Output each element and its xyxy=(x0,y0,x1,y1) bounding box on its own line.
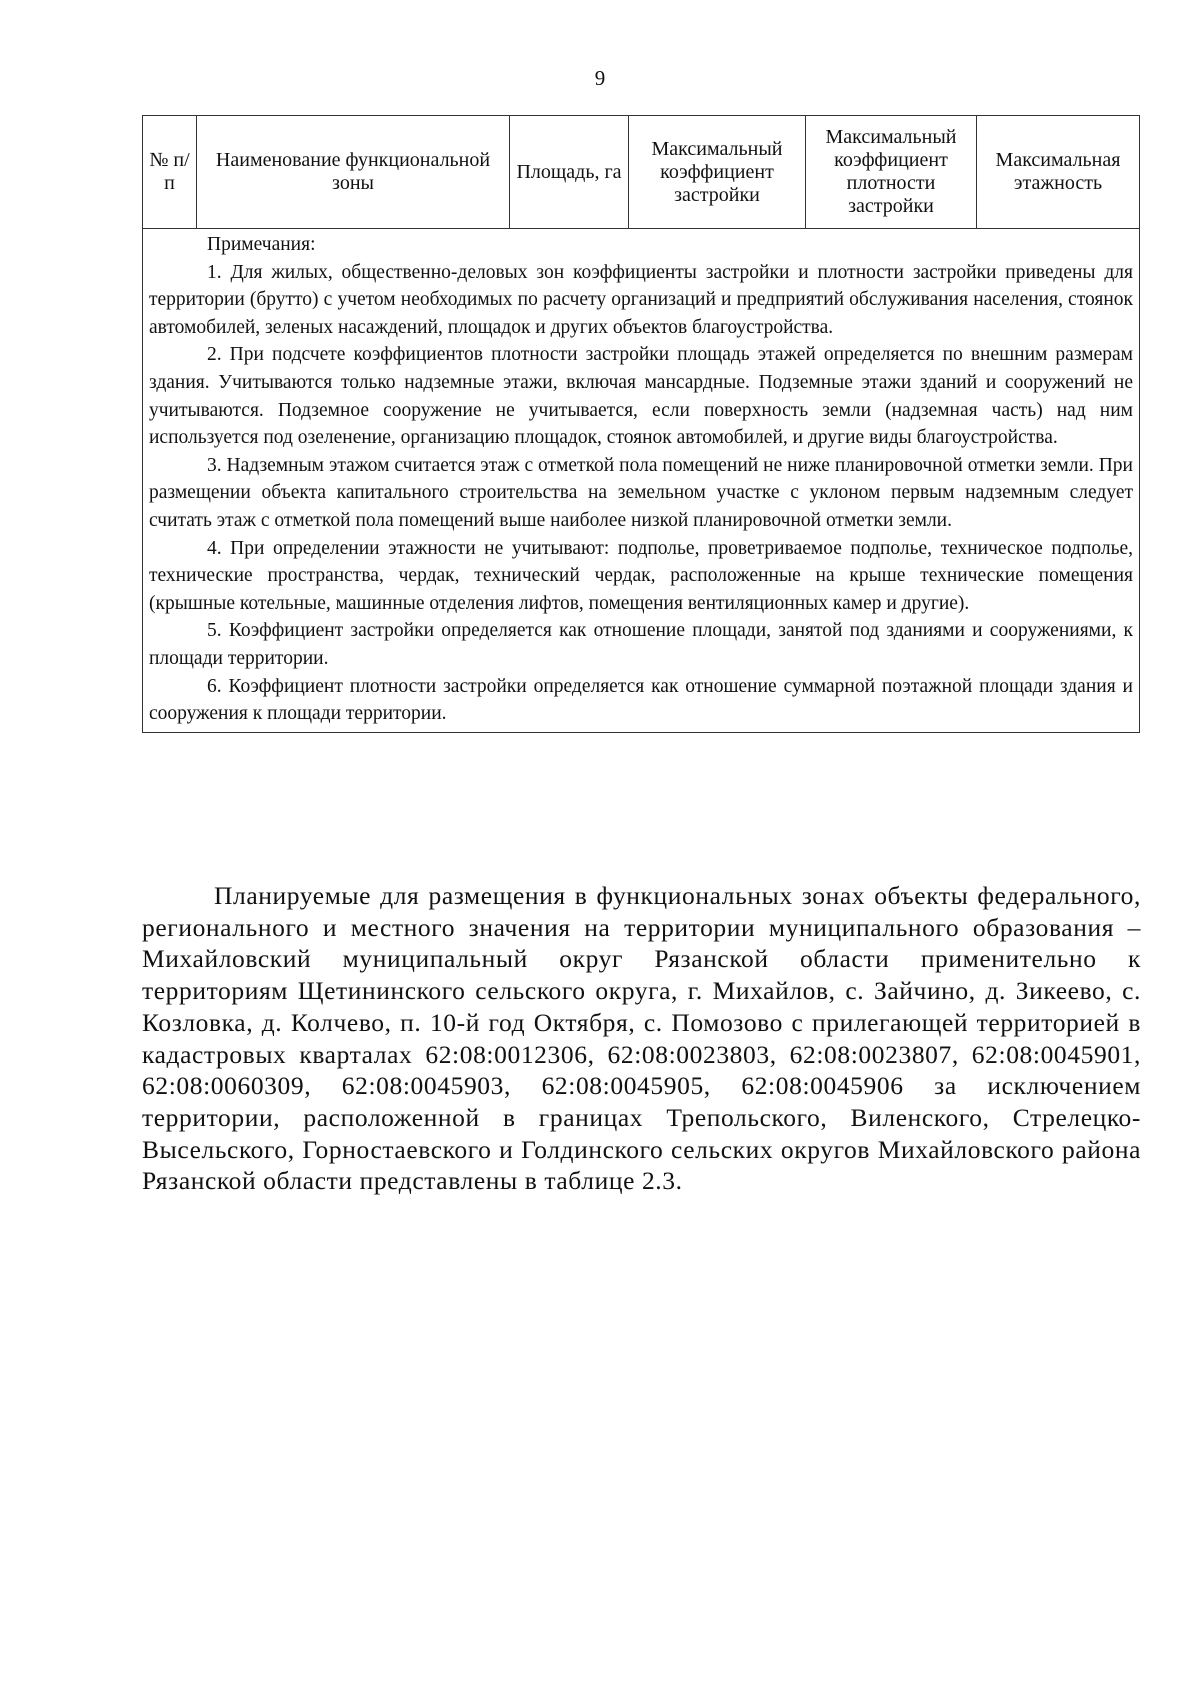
header-zone-name: Наименование функциональной зоны xyxy=(197,116,510,229)
page-number: 9 xyxy=(594,66,606,90)
header-max-floors: Максимальная этажность xyxy=(977,116,1140,229)
notes-row xyxy=(143,229,1140,733)
note-3: 3. Надземным этажом считается этаж с отметкой пола помещений не ниже планировочной отметки земли. При размещении объекта капитального строительства на земельном участке с уклоном первым надземным следует считать этаж с отметкой пола помещений выше наиболее низкой планировочной отметки земли. xyxy=(149,454,1133,531)
header-max-coef: Максимальный коэффициент застройки xyxy=(629,116,806,229)
notes-title: Примечания: xyxy=(207,234,316,255)
zones-table xyxy=(142,115,1140,733)
header-num: № п/п xyxy=(143,116,197,229)
header-max-density: Максимальный коэффициент плотности застройки xyxy=(806,116,977,229)
note-2: 2. При подсчете коэффициентов плотности застройки площадь этажей определяется по внешним размерам здания. Учитываются только надземные этажи, включая мансардные. Подземные этажи зданий и сооружений не учитываются. Подземное сооружение не учитывается, если поверхность земли (надземная часть) над ним используется под озеленение, организацию площадок, стоянок автомобилей, и другие виды благоустройства. xyxy=(149,344,1133,449)
note-6: 6. Коэффициент плотности застройки определяется как отношение суммарной поэтажной площади здания и сооружения к площади территории. xyxy=(149,675,1133,725)
notes-cell xyxy=(143,229,1140,733)
body-paragraph: Планируемые для размещения в функциональных зонах объекты федерального, регионального и местного значения на территории муниципального образования – Михайловский муниципальный округ Рязанской области применительно к территориям Щетининского сельского округа, г. Михайлов, с. Зайчино, д. Зикеево, с. Козловка, д. Колчево, п. 10-й год Октября, с. Помозово с прилегающей территорией в кадастровых кварталах 62:08:0012306, 62:08:0023803, 62:08:0023807, 62:08:0045901, 62:08:0060309, 62:08:0045903, 62:08:0045905, 62:08:0045906 за исключением территории, расположенной в границах Трепольского, Виленского, Стрелецко-Высельского, Горностаевского и Голдинского сельских округов Михайловского района Рязанской области представлены в таблице 2.3. xyxy=(142,881,1141,1196)
table-header-row xyxy=(143,116,1140,229)
note-1: 1. Для жилых, общественно-деловых зон коэффициенты застройки и плотности застройки приведены для территории (брутто) с учетом необходимых по расчету организаций и предприятий обслуживания населения, стоянок автомобилей, зеленых насаждений, площадок и других объектов благоустройства. xyxy=(149,261,1133,338)
note-5: 5. Коэффициент застройки определяется как отношение площади, занятой под зданиями и сооружениями, к площади территории. xyxy=(149,620,1133,669)
note-4: 4. При определении этажности не учитывают: подполье, проветриваемое подполье, техническое подполье, технические пространства, чердак, технический чердак, расположенные на крыше технические помещения (крышные котельные, машинные отделения лифтов, помещения вентиляционных камер и другие). xyxy=(149,537,1133,614)
header-area: Площадь, га xyxy=(510,116,629,229)
